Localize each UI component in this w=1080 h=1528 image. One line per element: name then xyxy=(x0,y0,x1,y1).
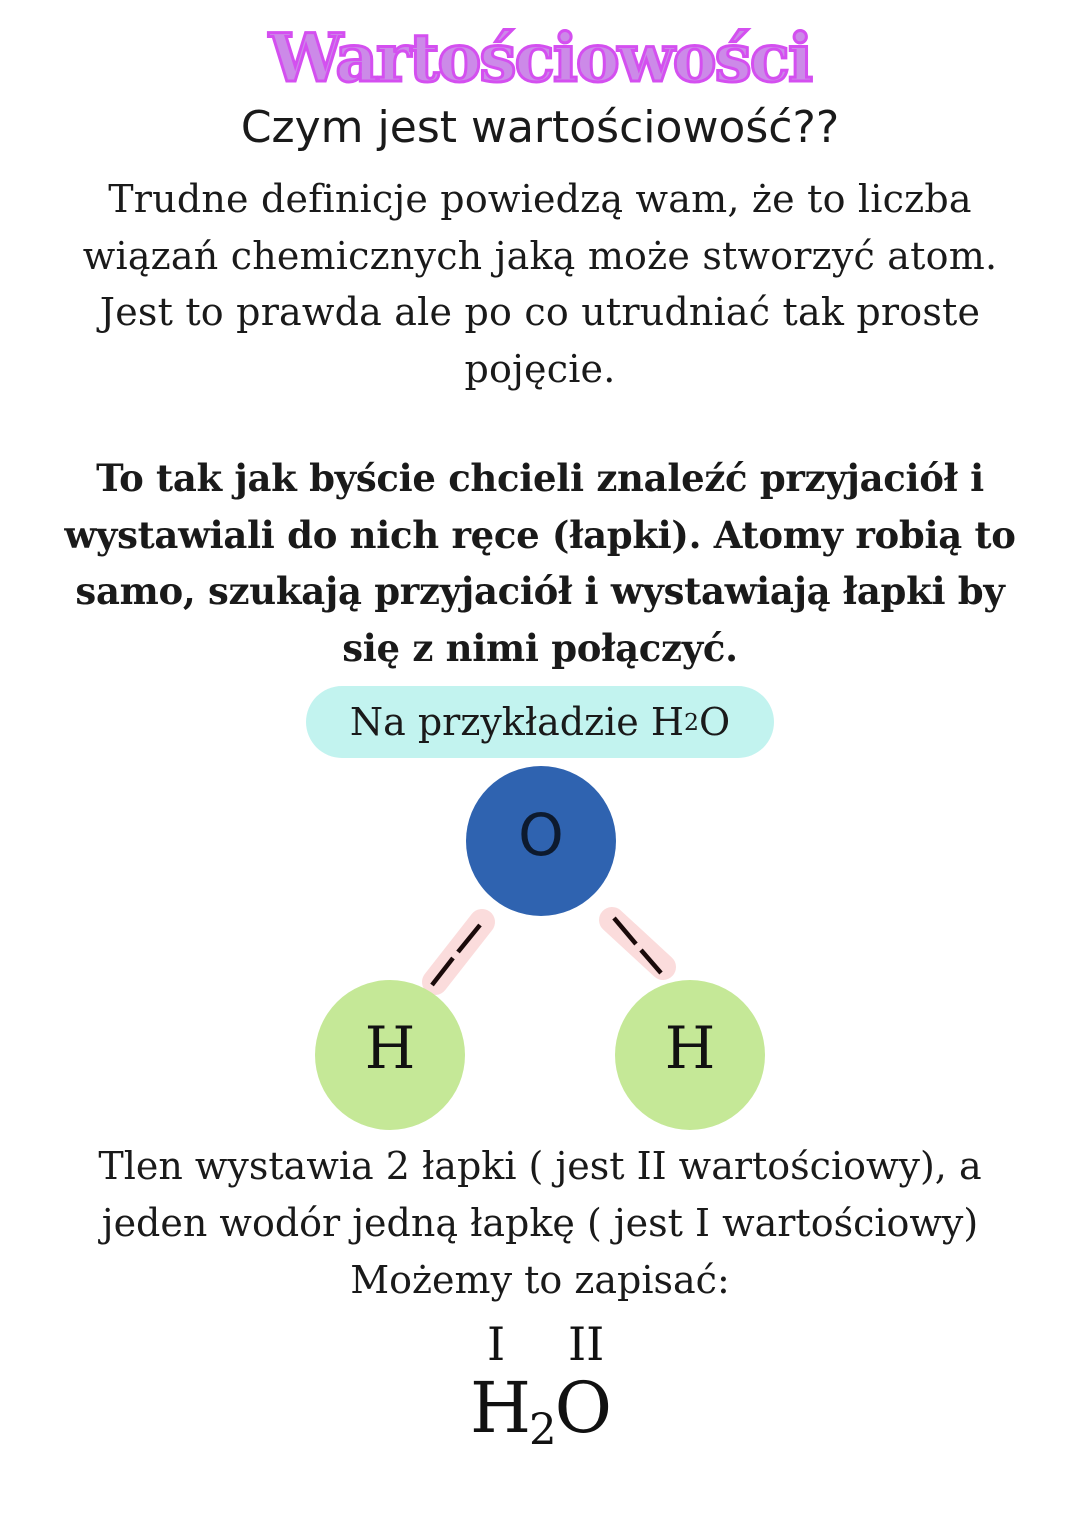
analogy-line: To tak jak byście chcieli znaleźć przyjaciół i xyxy=(96,456,984,500)
hydrogen-atom-left xyxy=(315,980,465,1130)
explanation-paragraph xyxy=(20,1138,1060,1309)
analogy-paragraph xyxy=(20,450,1060,676)
chemical-formula xyxy=(440,1367,640,1456)
definition-paragraph xyxy=(20,171,1060,397)
analogy-line: się z nimi połączyć. xyxy=(342,625,738,670)
definition-line: Jest to prawda ale po co utrudniać tak proste xyxy=(99,290,981,334)
example-label-pill: Na przykładzie H 2 O xyxy=(306,686,774,758)
definition-line: pojęcie. xyxy=(464,346,616,391)
explanation-line: Możemy to zapisać: xyxy=(350,1258,730,1302)
explanation-line: Tlen wystawia 2 łapki ( jest II wartościowy), a xyxy=(98,1144,982,1188)
formula-element-oxygen: O xyxy=(554,1367,611,1449)
hydrogen-label: H xyxy=(664,1014,716,1082)
analogy-line: wystawiali do nich ręce (łapki). Atomy robią to xyxy=(64,512,1016,557)
example-label-suffix: O xyxy=(699,700,731,744)
bond-right xyxy=(612,918,663,973)
explanation-line: jeden wodór jedną łapkę ( jest I wartościowy) xyxy=(101,1201,979,1245)
oxygen-label: O xyxy=(518,801,564,869)
page-title: Wartościowości xyxy=(268,19,812,97)
example-label-text: Na przykładzie H xyxy=(349,700,685,744)
section-question: Czym jest wartościowość?? xyxy=(240,102,840,153)
definition-line: wiązań chemicznych jaką może stworzyć atom. xyxy=(82,233,998,278)
hydrogen-atom-right xyxy=(615,980,765,1130)
formula-element-hydrogen: H xyxy=(469,1367,530,1449)
hydrogen-label: H xyxy=(364,1014,416,1082)
analogy-line: samo, szukają przyjaciół i wystawiają łapki by xyxy=(75,569,1005,613)
oxygen-atom xyxy=(466,766,616,916)
bond-left xyxy=(432,922,482,985)
formula-subscript: 2 xyxy=(529,1405,555,1456)
definition-line: Trudne definicje powiedzą wam, że to liczba xyxy=(108,177,972,221)
valence-oxygen: II xyxy=(568,1317,605,1371)
valence-hydrogen: I xyxy=(487,1317,506,1371)
valence-numerals xyxy=(440,1316,640,1372)
